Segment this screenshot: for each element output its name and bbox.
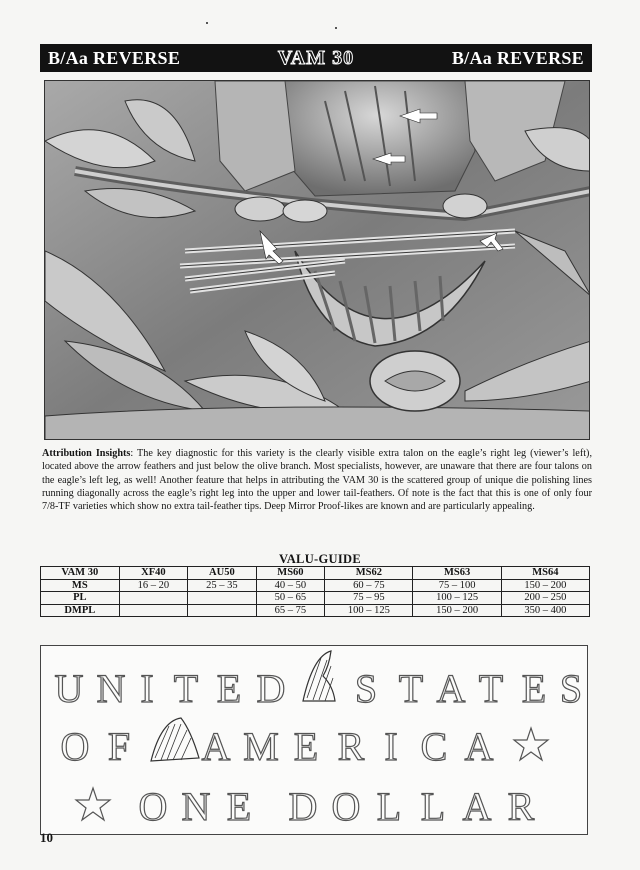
- table-row: [41, 579, 590, 592]
- stamp-letter: E: [293, 724, 319, 769]
- legend-stamp-panel: [40, 645, 588, 835]
- table-cell: 150 – 200: [413, 604, 501, 617]
- table-cell: [119, 604, 188, 617]
- valu-guide-table: [40, 566, 590, 617]
- stamp-letter: T: [478, 666, 504, 711]
- print-speck: [335, 27, 337, 29]
- table-cell: 40 – 50: [256, 579, 325, 592]
- table-cell: 65 – 75: [256, 604, 325, 617]
- star-icon: [76, 788, 110, 820]
- table-cell: 60 – 75: [325, 579, 413, 592]
- table-row-label: PL: [41, 592, 120, 605]
- stamp-letter: O: [331, 784, 361, 829]
- table-row: [41, 592, 590, 605]
- feather-mark-icon: [303, 651, 335, 701]
- stamp-letter: T: [173, 666, 199, 711]
- stamp-letter: D: [256, 666, 286, 711]
- header-variety-title: VAM 30: [277, 46, 355, 69]
- stamp-letter: A: [201, 724, 231, 769]
- table-cell: 75 – 95: [325, 592, 413, 605]
- table-row-label: DMPL: [41, 604, 120, 617]
- stamp-letter: T: [398, 666, 424, 711]
- legend-stamp-illustration: [41, 646, 587, 834]
- stamp-letter: N: [181, 784, 211, 829]
- stamp-letter: R: [507, 784, 535, 829]
- table-cell: [119, 592, 188, 605]
- table-cell: 16 – 20: [119, 579, 188, 592]
- table-row-label: MS: [41, 579, 120, 592]
- header-left-label: B/Aa REVERSE: [48, 47, 181, 68]
- stamp-letter: S: [559, 666, 583, 711]
- star-icon: [514, 728, 548, 760]
- stamp-letter: F: [107, 724, 131, 769]
- table-cell: 350 – 400: [501, 604, 589, 617]
- attribution-insights-paragraph: [42, 447, 592, 513]
- table-header-cell: MS63: [413, 567, 501, 580]
- print-speck: [206, 22, 208, 24]
- stamp-letter: L: [376, 784, 402, 829]
- table-cell: 25 – 35: [188, 579, 257, 592]
- stamp-letter: N: [96, 666, 126, 711]
- stamp-letter: I: [140, 666, 154, 711]
- feather-mark-icon: [151, 718, 199, 761]
- stamp-letter: I: [384, 724, 398, 769]
- stamp-letter: A: [462, 784, 492, 829]
- stamp-letter: O: [60, 724, 90, 769]
- table-header-cell: AU50: [188, 567, 257, 580]
- stamp-letter: L: [420, 784, 446, 829]
- table-header-cell: MS60: [256, 567, 325, 580]
- table-row: [41, 604, 590, 617]
- header-right-label: B/Aa REVERSE: [451, 47, 584, 68]
- table-header-cell: MS62: [325, 567, 413, 580]
- stamp-letter: R: [337, 724, 365, 769]
- stamp-letter: D: [288, 784, 318, 829]
- stamp-letter: S: [354, 666, 378, 711]
- stamp-letter: E: [226, 784, 252, 829]
- attribution-insights-lead: Attribution Insights: [42, 448, 131, 459]
- page-header-bar: [40, 44, 592, 72]
- table-header-cell: MS64: [501, 567, 589, 580]
- table-header-cell: VAM 30: [41, 567, 120, 580]
- table-header-cell: XF40: [119, 567, 188, 580]
- stamp-letter: A: [436, 666, 466, 711]
- valu-guide-header-row: [41, 567, 590, 580]
- coin-closeup-photo: [44, 80, 590, 440]
- stamp-letter: O: [138, 784, 168, 829]
- stamp-letter: E: [216, 666, 242, 711]
- table-cell: 200 – 250: [501, 592, 589, 605]
- stamp-letter: A: [464, 724, 494, 769]
- table-cell: 75 – 100: [413, 579, 501, 592]
- table-cell: 100 – 125: [413, 592, 501, 605]
- coin-closeup-illustration: [45, 81, 590, 440]
- table-cell: 150 – 200: [501, 579, 589, 592]
- valu-guide-title: VALU-GUIDE: [279, 552, 361, 566]
- stamp-letter: E: [521, 666, 547, 711]
- table-cell: 100 – 125: [325, 604, 413, 617]
- table-cell: 50 – 65: [256, 592, 325, 605]
- stamp-letter: C: [420, 724, 448, 769]
- page-number: 10: [40, 830, 53, 845]
- attribution-insights-text: : The key diagnostic for this variety is the clearly visible extra talon on the eagle’s right leg (viewer’s left), located above the arrow feathers and just below the olive branch. Most specialists, however, are unaware that there are four talons on the eagle’s left leg, as well! Another feature that helps in attributing the VAM 30 is the scattered group of unique die polishing lines running diagonally across the eagle’s right leg into the upper and lower tail-feathers. Of note is the fact that this is one of only four 7/8-TF varieties which show no extra tail-feather tips. Deep Mirror Proof-likes are known and are particularly appealing.: [42, 448, 592, 513]
- table-cell: [188, 604, 257, 617]
- stamp-letter: U: [54, 666, 84, 711]
- table-cell: [188, 592, 257, 605]
- stamp-letter: M: [243, 724, 279, 769]
